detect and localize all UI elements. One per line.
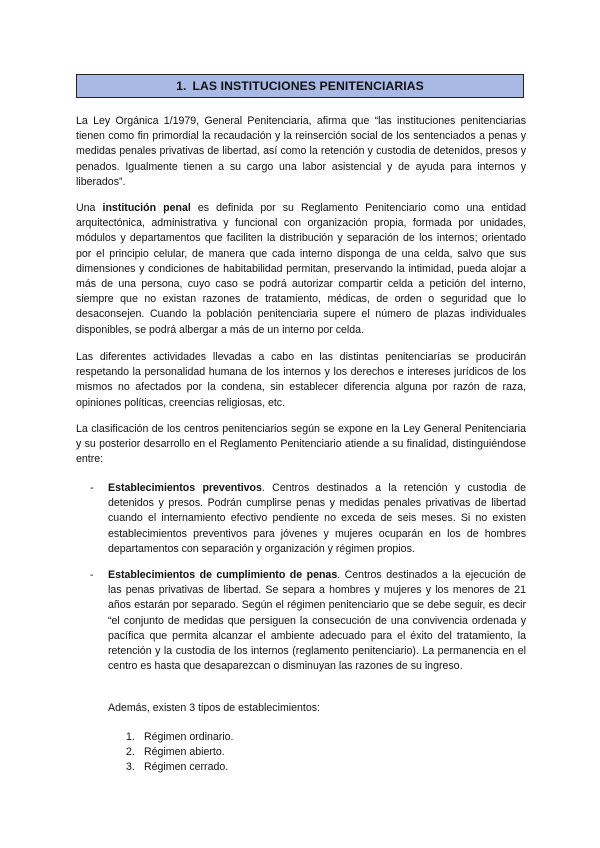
paragraph-tipos: Además, existen 3 tipos de establecimientos: xyxy=(108,702,320,714)
list-item-cumplimiento xyxy=(108,568,526,674)
regime-list xyxy=(126,730,234,776)
paragraph-clasificacion: La clasificación de los centros penitenciarios según se expone en la Ley General Penitenciaria y su posterior desarrollo en el Reglamento Penitenciario atiende a su finalidad, distinguiéndose entre: xyxy=(76,423,526,466)
bullet-marker: - xyxy=(90,569,94,581)
list-label: Régimen ordinario. xyxy=(144,731,234,743)
list-item-text: . Centros destinados a la ejecución de las penas privativas de libertad. Se separa a hombres y mujeres y los menores de 21 años estarán por separado. Según el régimen penitenciario que se debe seguir, es decir “el conjunto de medidas que persiguen la consecución de una convivencia ordenada y pacífica que permita alcanzar el ambiente adecuado para el éxito del tratamiento, la retención y la custodia de los internos (reglamento penitenciario). La permanencia en el centro es hasta que desaparezcan o disminuyan las razones de su ingreso. xyxy=(108,569,526,673)
term-institucion-penal: institución penal xyxy=(102,202,191,214)
heading-number: 1. xyxy=(176,79,187,93)
paragraph-actividades: Las diferentes actividades llevadas a cabo en las distintas penitenciarías se producirán respetando la personalidad humana de los internos y los derechos e intereses jurídicos de los mismos no afectados por la condena, sin establecer diferencia alguna por razón de raza, opiniones políticas, creencias religiosas, etc. xyxy=(76,351,526,409)
list-label: Régimen cerrado. xyxy=(144,761,229,774)
heading-title: LAS INSTITUCIONES PENITENCIARIAS xyxy=(192,79,424,93)
list-item xyxy=(126,745,234,760)
section-heading xyxy=(76,74,524,98)
paragraph-institucion-penal xyxy=(76,201,526,338)
list-item xyxy=(126,730,234,745)
list-number: 3. xyxy=(126,761,135,774)
list-label: Régimen abierto. xyxy=(144,746,225,759)
term-establecimientos-preventivos: Establecimientos preventivos xyxy=(108,482,262,494)
list-number: 1. xyxy=(126,731,135,743)
list-item xyxy=(126,760,234,775)
list-item-preventivos xyxy=(108,481,526,557)
paragraph-ley-organica: La Ley Orgánica 1/1979, General Penitenciaria, afirma que “las instituciones penitenciarias tienen como fin primordial la recaudación y la reinserción social de los sentenciados a penas y medidas penales privativas de libertad, así como la retención y custodia de detenidos, presos y penados. Igualmente tienen a su cargo una labor asistencial y de ayuda para internos y liberados”. xyxy=(76,115,526,188)
list-number: 2. xyxy=(126,746,135,759)
paragraph-prefix: Una xyxy=(76,202,103,214)
list-item-text: . Centros destinados a la retención y custodia de detenidos y presos. Podrán cumplirse penas y medidas penales privativas de libertad cuando el internamiento efectivo pendiente no exceda de seis meses. Si no existen establecimientos preventivos para jóvenes y mujeres ocuparán en los de hombres departamentos con separación y organización y régimen propios. xyxy=(108,482,526,555)
bullet-marker: - xyxy=(90,482,94,494)
term-establecimientos-cumplimiento: Establecimientos de cumplimiento de penas xyxy=(108,569,338,581)
paragraph-definition: es definida por su Reglamento Penitenciario como una entidad arquitectónica, administrativa y funcional con organización propia, formada por unidades, módulos y departamentos que faciliten la distribución y separación de los internos; orientado por el principio celular, de manera que cada interno disponga de una celda, salvo que sus dimensiones y condiciones de habitabilidad permitan, preservando la intimidad, pueda alojar a más de una persona, cuyo caso se podrá autorizar compartir celda a petición del interno, siempre que no existan razones de tratamiento, médicas, de orden o seguridad que lo desaconsejen. Cuando la población penitenciaria supere el número de plazas individuales disponibles, se podrá albergar a más de un interno por celda. xyxy=(76,202,526,336)
